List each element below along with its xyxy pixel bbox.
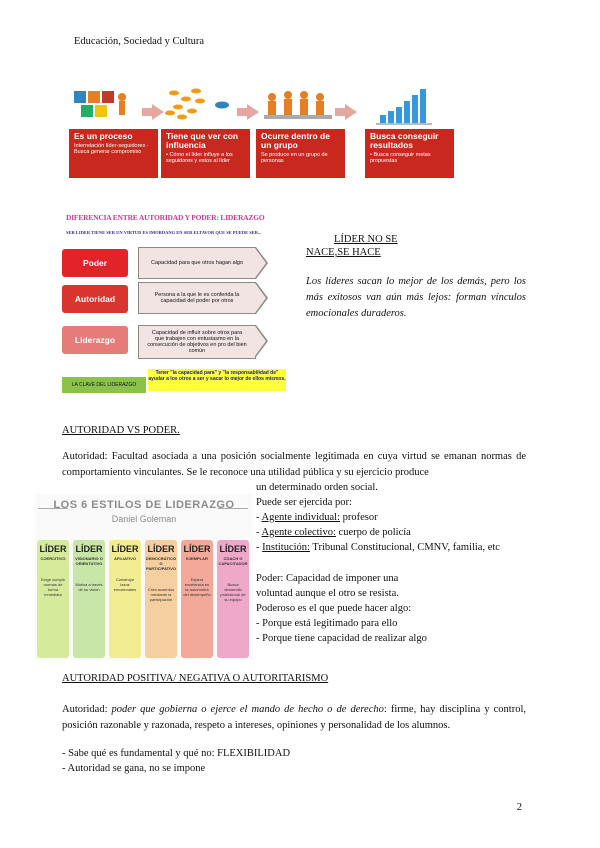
bar-growth-image	[366, 83, 446, 127]
style-card	[37, 540, 69, 658]
style-card-label: LÍDER	[39, 544, 67, 554]
poder-line: Poder: Capacidad de imponer una	[256, 573, 399, 584]
agent-label: Agente individual:	[261, 512, 340, 523]
page-header: Educación, Sociedad y Cultura	[74, 36, 205, 47]
bullet-item: - Porque está legitimado para ello	[256, 618, 398, 629]
style-card-name: DEMOCRÁTICO O PARTICIPATIVO	[145, 556, 177, 571]
team-image	[258, 83, 338, 127]
flow-arrow	[345, 104, 357, 120]
agent-item: - Agente individual: profesor	[256, 512, 378, 523]
para-italic: poder que gobierna o ejerce el mando de hecho o de derecho	[111, 704, 384, 715]
agent-item: - Agente colectivo: cuerpo de policía	[256, 527, 411, 538]
style-card-desc: Busca desarrollo profesional de su equipo	[220, 582, 246, 602]
process-step-desc: Se produce en un grupo de personas	[261, 152, 328, 164]
bullet-item: - Porque tiene capacidad de realizar algo	[256, 633, 427, 644]
process-step-desc: • Busca conseguir metas propuestas	[370, 152, 431, 164]
estilos-title: LOS 6 ESTILOS DE LIDERAZGO	[53, 499, 235, 511]
agent-value: profesor	[340, 512, 378, 523]
style-card-desc: Motiva a través de su visión	[75, 582, 103, 592]
agent-item: - Institución: Tribunal Constitucional, CMNV, familia, etc	[256, 542, 500, 553]
lider-quote: Los líderes sacan lo mejor de los demás, pero los más exitosos van aún más lejos: forman vínculos emocionales duraderos.	[306, 276, 526, 319]
section-heading: AUTORIDAD POSITIVA/ NEGATIVA O AUTORITARISMO	[62, 673, 329, 684]
process-step	[256, 129, 345, 178]
tener-note: Tener "la capacidad para" y "la responsabilidad de" ayudar a los otros a ser y sacar lo mejor de ellos mismos.	[148, 369, 286, 391]
style-card-desc: Espera excelencia en la autonomía del desempeño	[183, 577, 211, 597]
role-desc: Capacidad para que otros hagan algo	[138, 247, 256, 279]
poder-line: Poderoso es el que puede hacer algo:	[256, 603, 412, 614]
fish-school-image	[160, 83, 240, 127]
style-card-desc: Construye lazos emocionales	[113, 577, 137, 592]
role-box-autoridad: Autoridad	[62, 285, 128, 313]
role-box-liderazgo: Liderazgo	[62, 326, 128, 354]
diagram-subtitle: SER LIDER TIENE SER UN VIRTUD ES IMORDANG EN SER ELTAVOR QUE SE PUEDE SER...	[66, 230, 262, 235]
process-step-title: Ocurre dentro de un grupo	[261, 131, 330, 150]
style-card-desc: Crea acuerdos mediante la participación	[147, 587, 175, 602]
role-desc: Capacidad de influir sobre otros para que trabajen con entusiasmo en la consecución de objetivos en pro del bien común	[138, 325, 256, 359]
style-card-name: COERCITIVO	[40, 556, 66, 561]
process-step-desc: • Cómo el líder influye a los seguidores y estos al líder	[166, 152, 233, 164]
autoridad-positiva-paragraph	[62, 702, 526, 733]
style-card	[181, 540, 213, 658]
style-card-label: LÍDER	[183, 544, 211, 554]
role-desc: Persona a la que le es conferida la capacidad del poder por otros	[138, 282, 256, 314]
style-card-name: AFILIATIVO	[114, 556, 136, 561]
lider-heading-line1: LÍDER NO SE	[334, 234, 398, 245]
process-step-desc: Interrelación líder-seguidores · Busca generar compromiso	[74, 143, 149, 155]
agent-label: Agente colectivo:	[261, 527, 336, 538]
para-rest: : firme, hay disciplina y control, posición razonable y razonada, respeto a intereses, opiniones y personalidad de los alumnos.	[62, 704, 526, 731]
style-card-name: VISIONARIO O ORIENTATIVO	[75, 556, 103, 566]
bullet-item: - Autoridad se gana, no se impone	[62, 763, 206, 774]
style-card-desc: Exige cumplir normas de forma inmediata	[40, 577, 65, 597]
process-step-title: Tiene que ver con influencia	[166, 131, 239, 150]
style-card	[217, 540, 249, 658]
style-card	[73, 540, 105, 658]
style-card-label: LÍDER	[111, 544, 139, 554]
lider-heading	[306, 233, 398, 259]
style-card	[145, 540, 177, 658]
style-card-label: LÍDER	[219, 544, 247, 554]
role-box-poder: Poder	[62, 249, 128, 277]
autoridad-paragraph: Autoridad: Facultad asociada a una posición socialmente legitimada en cuya virtud se emanan normas de comportamiento vinculantes. Se le reconoce una utilidad pública y su ejercicio produce	[62, 451, 526, 478]
agent-value: cuerpo de policía	[335, 527, 411, 538]
diagram-title: DIFERENCIA ENTRE AUTORIDAD Y PODER: LIDERAZGO	[66, 213, 265, 222]
estilos-author: Daniel Goleman	[111, 514, 177, 524]
text-line: un determinado orden social.	[256, 482, 378, 493]
style-card	[109, 540, 141, 658]
style-card-label: LÍDER	[147, 544, 175, 554]
para-lead: Autoridad:	[62, 704, 112, 715]
process-step-title: Busca conseguir resultados	[370, 131, 439, 150]
poder-line: voluntad aunque el otro se resista.	[256, 588, 399, 599]
style-card-name: COACH O CAPACITADOR	[218, 556, 248, 566]
agent-label: Institución:	[262, 542, 310, 553]
process-step	[161, 129, 250, 178]
process-step	[365, 129, 454, 178]
process-step-title: Es un proceso	[74, 131, 133, 141]
section-heading: AUTORIDAD VS PODER.	[62, 425, 180, 436]
agent-value: Tribunal Constitucional, CMNV, familia, etc	[309, 542, 500, 553]
lider-heading-line2: NACE,SE HACE	[306, 247, 381, 258]
style-card-label: LÍDER	[75, 544, 103, 554]
clave-label: LA CLAVE DEL LIDERAZGO	[62, 377, 146, 393]
text-line: Puede ser ejercida por:	[256, 497, 352, 508]
process-step	[69, 129, 158, 178]
bullet-item: - Sabe qué es fundamental y qué no: FLEXIBILIDAD	[62, 748, 291, 759]
arc-letters-image	[62, 83, 142, 127]
page-number: 2	[516, 802, 522, 813]
style-card-name: EJEMPLAR	[186, 556, 208, 561]
